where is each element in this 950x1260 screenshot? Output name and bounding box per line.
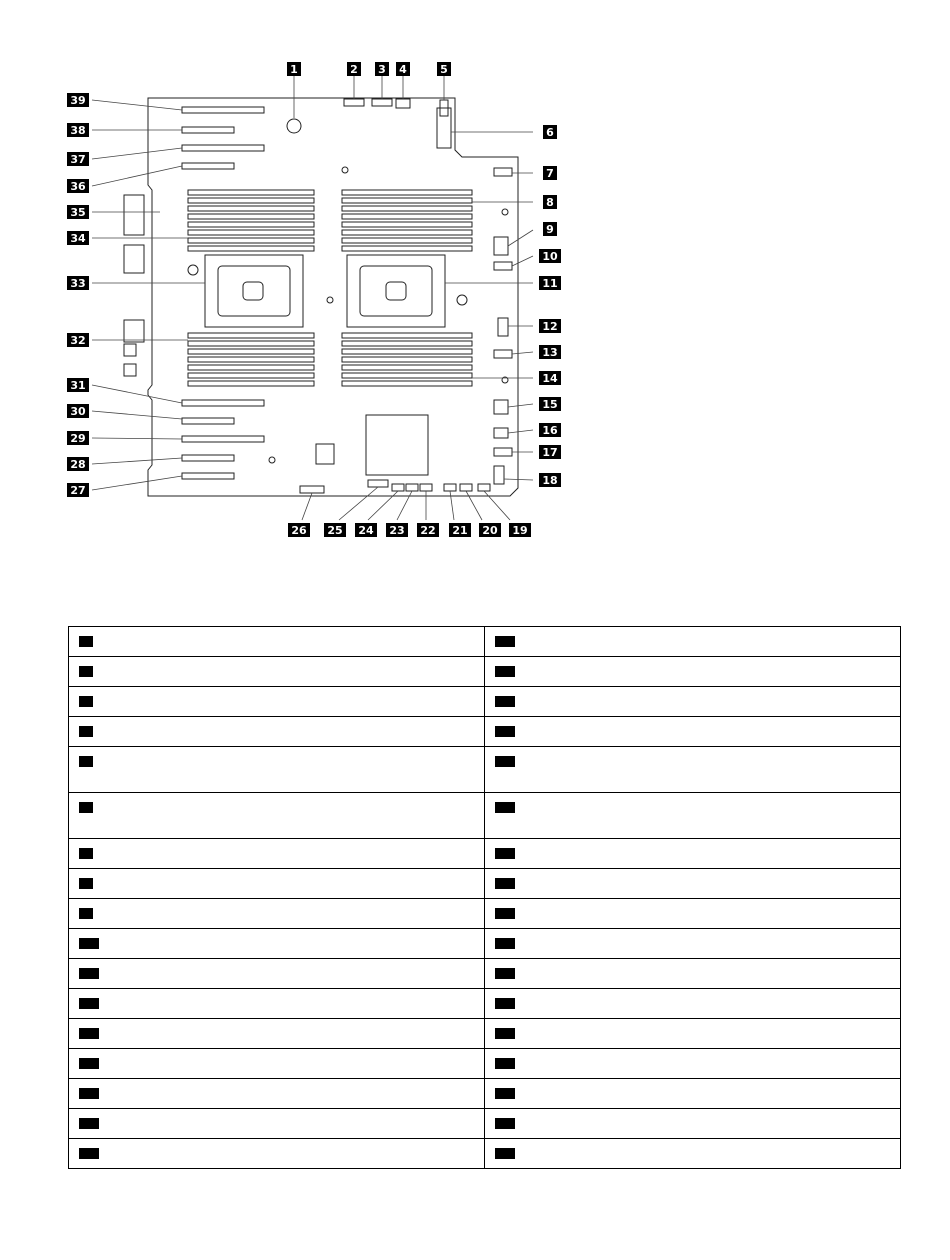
legend-cell-right	[485, 1139, 901, 1169]
legend-row	[69, 989, 901, 1019]
chipset	[366, 415, 428, 475]
legend-callout-box	[79, 1148, 99, 1159]
connector-13	[494, 350, 512, 358]
callout-number: 11	[542, 277, 558, 290]
legend-row	[69, 793, 901, 839]
legend-cell-left	[69, 959, 485, 989]
rear-io	[124, 320, 144, 342]
callout-number: 30	[70, 405, 86, 418]
connector-17	[494, 448, 512, 456]
legend-row	[69, 1109, 901, 1139]
legend-cell-right	[485, 1019, 901, 1049]
connector-18	[494, 466, 504, 484]
legend-row	[69, 657, 901, 687]
callout-27	[67, 483, 89, 497]
callout-33	[67, 276, 89, 290]
pcie-slots-bottom	[182, 400, 264, 479]
callout-labels	[67, 62, 561, 537]
callout-number: 26	[291, 524, 307, 537]
processor-socket-2	[347, 255, 445, 327]
legend-cell-left	[69, 747, 485, 793]
connector-21	[444, 484, 456, 491]
rear-io	[124, 364, 136, 376]
callout-number: 39	[70, 94, 86, 107]
legend-row	[69, 1019, 901, 1049]
legend-cell-right	[485, 793, 901, 839]
callout-number: 28	[70, 458, 86, 471]
legend-callout-box	[79, 938, 99, 949]
cmos-battery	[287, 119, 301, 133]
callout-number: 13	[542, 346, 558, 359]
callout-number: 2	[350, 63, 358, 76]
callout-number: 18	[542, 474, 558, 487]
legend-cell-left	[69, 657, 485, 687]
legend-callout-box	[495, 908, 515, 919]
pcie-slots-top	[182, 107, 264, 169]
callout-number: 5	[440, 63, 448, 76]
legend-callout-box	[79, 666, 93, 677]
legend-callout-box	[79, 848, 93, 859]
callout-23	[386, 523, 408, 537]
connector-3	[372, 99, 392, 106]
dimm-bank-bottom-right	[342, 333, 472, 386]
legend-callout-box	[79, 1088, 99, 1099]
legend-callout-box	[495, 696, 515, 707]
callout-number: 29	[70, 432, 86, 445]
legend-cell-left	[69, 869, 485, 899]
legend-cell-left	[69, 899, 485, 929]
callout-21	[449, 523, 471, 537]
callout-20	[479, 523, 501, 537]
legend-callout-box	[79, 696, 93, 707]
callout-number: 32	[70, 334, 86, 347]
callout-24	[355, 523, 377, 537]
legend-callout-box	[495, 938, 515, 949]
callout-28	[67, 457, 89, 471]
legend-callout-box	[495, 666, 515, 677]
mount-hole	[269, 457, 275, 463]
callout-number: 21	[452, 524, 468, 537]
legend-cell-right	[485, 989, 901, 1019]
callout-39	[67, 93, 89, 107]
callout-4	[396, 62, 410, 76]
connector-22	[420, 484, 432, 491]
callout-number: 4	[399, 63, 407, 76]
legend-callout-box	[79, 1058, 99, 1069]
connector-9	[494, 237, 508, 255]
connector-25	[368, 480, 388, 487]
callout-19	[509, 523, 531, 537]
system-board-diagram	[0, 0, 950, 560]
legend-callout-box	[79, 1028, 99, 1039]
rear-io	[124, 245, 144, 273]
legend-callout-box	[495, 848, 515, 859]
legend-row	[69, 839, 901, 869]
callout-number: 27	[70, 484, 86, 497]
callout-number: 1	[290, 63, 298, 76]
legend-cell-left	[69, 1139, 485, 1169]
legend-cell-right	[485, 1079, 901, 1109]
callout-26	[288, 523, 310, 537]
callout-number: 31	[70, 379, 86, 392]
legend-cell-right	[485, 747, 901, 793]
callout-18	[539, 473, 561, 487]
legend-cell-left	[69, 687, 485, 717]
callout-number: 22	[420, 524, 436, 537]
callout-number: 14	[542, 372, 558, 385]
legend-row	[69, 869, 901, 899]
callout-number: 17	[542, 446, 558, 459]
callout-number: 16	[542, 424, 558, 437]
legend-cell-right	[485, 1049, 901, 1079]
legend-cell-right	[485, 687, 901, 717]
connector-10	[494, 262, 512, 270]
legend-callout-box	[79, 998, 99, 1009]
legend-callout-box	[495, 1028, 515, 1039]
callout-10	[539, 249, 561, 263]
callout-number: 25	[327, 524, 343, 537]
callout-11	[539, 276, 561, 290]
legend-row	[69, 627, 901, 657]
dimm-bank-top-left	[188, 190, 314, 251]
callout-number: 9	[546, 223, 554, 236]
legend-row	[69, 1049, 901, 1079]
callout-number: 20	[482, 524, 498, 537]
callout-1	[287, 62, 301, 76]
legend-cell-left	[69, 839, 485, 869]
connector-20	[460, 484, 472, 491]
legend-callout-box	[495, 726, 515, 737]
legend-cell-left	[69, 1109, 485, 1139]
legend-row	[69, 1079, 901, 1109]
connector-2	[344, 99, 364, 106]
callout-number: 6	[546, 126, 554, 139]
callout-12	[539, 319, 561, 333]
mount-hole	[327, 297, 333, 303]
legend-row	[69, 717, 901, 747]
legend-callout-box	[79, 802, 93, 813]
legend-row	[69, 747, 901, 793]
callout-number: 19	[512, 524, 528, 537]
mount-hole	[457, 295, 467, 305]
callout-37	[67, 152, 89, 166]
legend-row	[69, 899, 901, 929]
legend-callout-box	[495, 878, 515, 889]
callout-31	[67, 378, 89, 392]
legend-cell-right	[485, 899, 901, 929]
legend-cell-right	[485, 1109, 901, 1139]
callout-3	[375, 62, 389, 76]
legend-row	[69, 687, 901, 717]
dimm-bank-top-right	[342, 190, 472, 251]
legend-callout-box	[79, 968, 99, 979]
legend-cell-left	[69, 1079, 485, 1109]
legend-callout-box	[495, 998, 515, 1009]
legend-cell-right	[485, 929, 901, 959]
callout-number: 35	[70, 206, 86, 219]
legend-cell-right	[485, 839, 901, 869]
legend-cell-left	[69, 627, 485, 657]
callout-14	[539, 371, 561, 385]
legend-callout-box	[495, 1058, 515, 1069]
legend-cell-right	[485, 869, 901, 899]
legend-row	[69, 959, 901, 989]
connector-4	[396, 99, 410, 108]
legend-callout-box	[495, 636, 515, 647]
callout-number: 36	[70, 180, 86, 193]
callout-5	[437, 62, 451, 76]
callout-32	[67, 333, 89, 347]
dimm-bank-bottom-left	[188, 333, 314, 386]
connector-16	[494, 428, 508, 438]
legend-callout-box	[79, 878, 93, 889]
callout-number: 12	[542, 320, 558, 333]
callout-16	[539, 423, 561, 437]
legend-row	[69, 929, 901, 959]
legend-callout-box	[79, 726, 93, 737]
callout-36	[67, 179, 89, 193]
callout-number: 24	[358, 524, 374, 537]
callout-30	[67, 404, 89, 418]
callout-17	[539, 445, 561, 459]
connector-26	[300, 486, 324, 493]
legend-cell-left	[69, 793, 485, 839]
callout-number: 34	[70, 232, 86, 245]
callout-9	[543, 222, 557, 236]
legend-cell-right	[485, 657, 901, 687]
legend-callout-box	[495, 802, 515, 813]
legend-callout-box	[79, 636, 93, 647]
callout-22	[417, 523, 439, 537]
legend-cell-right	[485, 959, 901, 989]
callout-38	[67, 123, 89, 137]
connector-19	[478, 484, 490, 491]
callout-number: 7	[546, 167, 554, 180]
callout-29	[67, 431, 89, 445]
callout-2	[347, 62, 361, 76]
legend-callout-box	[495, 756, 515, 767]
callout-13	[539, 345, 561, 359]
callout-34	[67, 231, 89, 245]
mount-hole	[502, 209, 508, 215]
connector-24	[392, 484, 404, 491]
mount-hole	[188, 265, 198, 275]
rear-io	[124, 344, 136, 356]
legend-cell-left	[69, 989, 485, 1019]
callout-number: 8	[546, 196, 554, 209]
legend-callout-box	[495, 968, 515, 979]
connector-15	[494, 400, 508, 414]
legend-cell-left	[69, 929, 485, 959]
connector-12	[498, 318, 508, 336]
callout-number: 37	[70, 153, 86, 166]
legend-callout-box	[79, 908, 93, 919]
callout-35	[67, 205, 89, 219]
connector-23	[406, 484, 418, 491]
callout-15	[539, 397, 561, 411]
callout-number: 10	[542, 250, 558, 263]
callout-25	[324, 523, 346, 537]
legend-callout-box	[79, 756, 93, 767]
callout-7	[543, 166, 557, 180]
legend-callout-box	[495, 1118, 515, 1129]
callout-number: 3	[378, 63, 386, 76]
legend-row	[69, 1139, 901, 1169]
legend-callout-box	[495, 1148, 515, 1159]
bmc-chip	[316, 444, 334, 464]
legend-cell-left	[69, 1019, 485, 1049]
legend-callout-box	[495, 1088, 515, 1099]
legend-cell-right	[485, 627, 901, 657]
connector-7	[494, 168, 512, 176]
callout-number: 15	[542, 398, 558, 411]
mount-hole	[342, 167, 348, 173]
legend-cell-left	[69, 1049, 485, 1079]
rear-io	[124, 195, 144, 235]
legend-cell-left	[69, 717, 485, 747]
callout-number: 33	[70, 277, 86, 290]
connector-6	[437, 108, 451, 148]
legend-callout-box	[79, 1118, 99, 1129]
processor-socket-1	[205, 255, 303, 327]
legend-table	[68, 626, 901, 1169]
callout-number: 23	[389, 524, 405, 537]
callout-number: 38	[70, 124, 86, 137]
callout-6	[543, 125, 557, 139]
callout-8	[543, 195, 557, 209]
legend-cell-right	[485, 717, 901, 747]
